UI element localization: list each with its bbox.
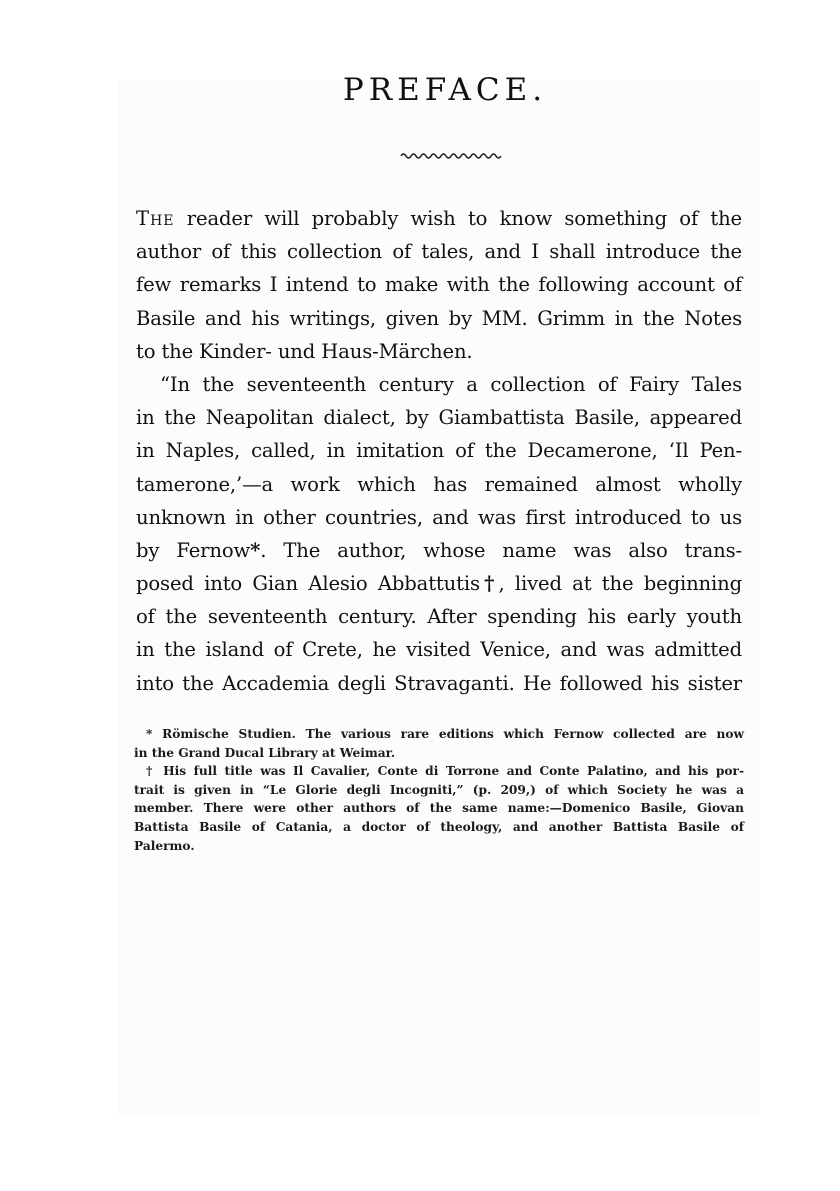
footnotes <box>134 725 744 855</box>
footnote-line: in the Grand Ducal Library at Weimar. <box>134 745 396 760</box>
text-line: author of this collection of tales, and I shall introduce the <box>136 240 742 264</box>
footnote-text: Römische Studien. The various rare editions which Fernow collected are now <box>152 727 744 741</box>
text-line: unknown in other countries, and was first introduced to us <box>136 505 742 529</box>
text-line: into the Accademia degli Stravaganti. He followed his sister <box>136 671 742 695</box>
line-part: . The author, whose name was also trans- <box>260 538 742 562</box>
line-rest: reader will probably wish to know something of the <box>174 207 742 230</box>
text-line: to the Kinder- und Haus-Märchen. <box>136 339 473 363</box>
text-line <box>136 567 742 600</box>
text-line <box>136 534 742 567</box>
footnote-line: Palermo. <box>134 838 195 853</box>
text-line <box>136 202 742 235</box>
text-line: Basile and his writings, given by MM. Grimm in the Notes <box>136 306 742 330</box>
footnote-line: member. There were other authors of the same name:—Domenico Basile, Giovan <box>134 801 744 816</box>
body-text <box>136 202 742 700</box>
text-line: of the seventeenth century. After spending his early youth <box>136 605 742 629</box>
footnote-marker: † <box>146 764 156 779</box>
text-line: in the island of Crete, he visited Venice, and was admitted <box>136 638 742 662</box>
paragraph-1 <box>136 202 742 368</box>
footnote-mark-asterisk: * <box>250 538 261 562</box>
footnote-line: Battista Basile of Catania, a doctor of theology, and another Battista Basile of <box>134 819 744 834</box>
line-part: posed into Gian Alesio Abbattutis <box>136 572 480 596</box>
lead-word: The <box>136 207 175 230</box>
text-line: tamerone,’—a work which has remained almost wholly <box>136 472 742 496</box>
footnote-1 <box>134 725 744 762</box>
paragraph-2 <box>136 368 742 700</box>
line-part: , lived at the beginning <box>498 572 742 596</box>
footnote-text: His full title was Il Cavalier, Conte di Torrone and Conte Palatino, and his por- <box>155 764 744 779</box>
footnote-mark-dagger: † <box>479 572 499 596</box>
footnote-marker: * <box>146 727 153 741</box>
footnote-2 <box>134 762 744 855</box>
footnote-line <box>134 762 744 781</box>
line-part: by Fernow <box>136 538 251 562</box>
text-line: few remarks I intend to make with the following account of <box>136 273 742 297</box>
text-line: in Naples, called, in imitation of the Decamerone, ‘Il Pen- <box>136 439 742 463</box>
text-line: “In the seventeenth century a collection of Fairy Tales <box>160 372 742 396</box>
page-title: PREFACE. <box>342 72 548 108</box>
wavy-rule-ornament-icon <box>400 150 503 160</box>
footnote-line: trait is given in “Le Glorie degli Incogniti,” (p. 209,) of which Society he was a <box>134 782 744 797</box>
footnote-line <box>134 725 744 744</box>
text-line: in the Neapolitan dialect, by Giambattista Basile, appeared <box>136 406 742 430</box>
